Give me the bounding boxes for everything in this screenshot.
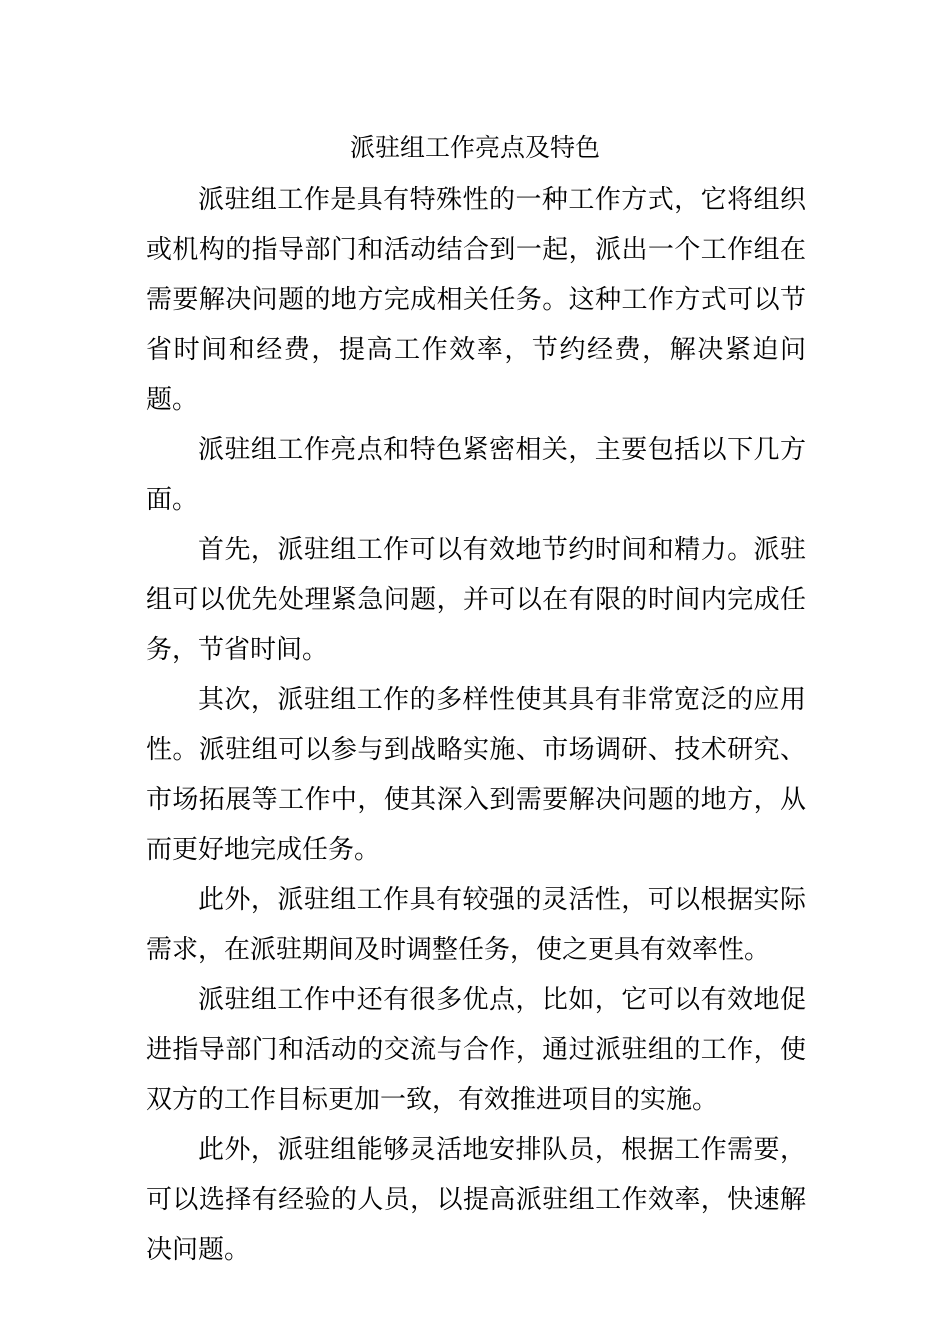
paragraph-advantages: 派驻组工作中还有很多优点，比如，它可以有效地促进指导部门和活动的交流与合作，通过派驻组的工作，使双方的工作目标更加一致，有效推进项目的实施。 <box>146 985 806 1115</box>
paragraph-flexibility: 此外，派驻组工作具有较强的灵活性，可以根据实际需求，在派驻期间及时调整任务，使之更具有效率性。 <box>146 885 806 965</box>
paragraph-first: 首先，派驻组工作可以有效地节约时间和精力。派驻组可以优先处理紧急问题，并可以在有限的时间内完成任务，节省时间。 <box>146 535 806 665</box>
paragraph-overview: 派驻组工作亮点和特色紧密相关，主要包括以下几方面。 <box>146 435 806 515</box>
document-title: 派驻组工作亮点及特色 <box>349 133 600 162</box>
paragraph-staffing: 此外，派驻组能够灵活地安排队员，根据工作需要，可以选择有经验的人员，以提高派驻组工作效率，快速解决问题。 <box>146 1135 806 1265</box>
paragraph-intro: 派驻组工作是具有特殊性的一种工作方式，它将组织或机构的指导部门和活动结合到一起，派出一个工作组在需要解决问题的地方完成相关任务。这种工作方式可以节省时间和经费，提高工作效率，节约经费，解决紧迫问题。 <box>146 185 806 415</box>
document-body <box>146 175 806 1275</box>
paragraph-second: 其次，派驻组工作的多样性使其具有非常宽泛的应用性。派驻组可以参与到战略实施、市场调研、技术研究、市场拓展等工作中，使其深入到需要解决问题的地方，从而更好地完成任务。 <box>146 685 806 865</box>
